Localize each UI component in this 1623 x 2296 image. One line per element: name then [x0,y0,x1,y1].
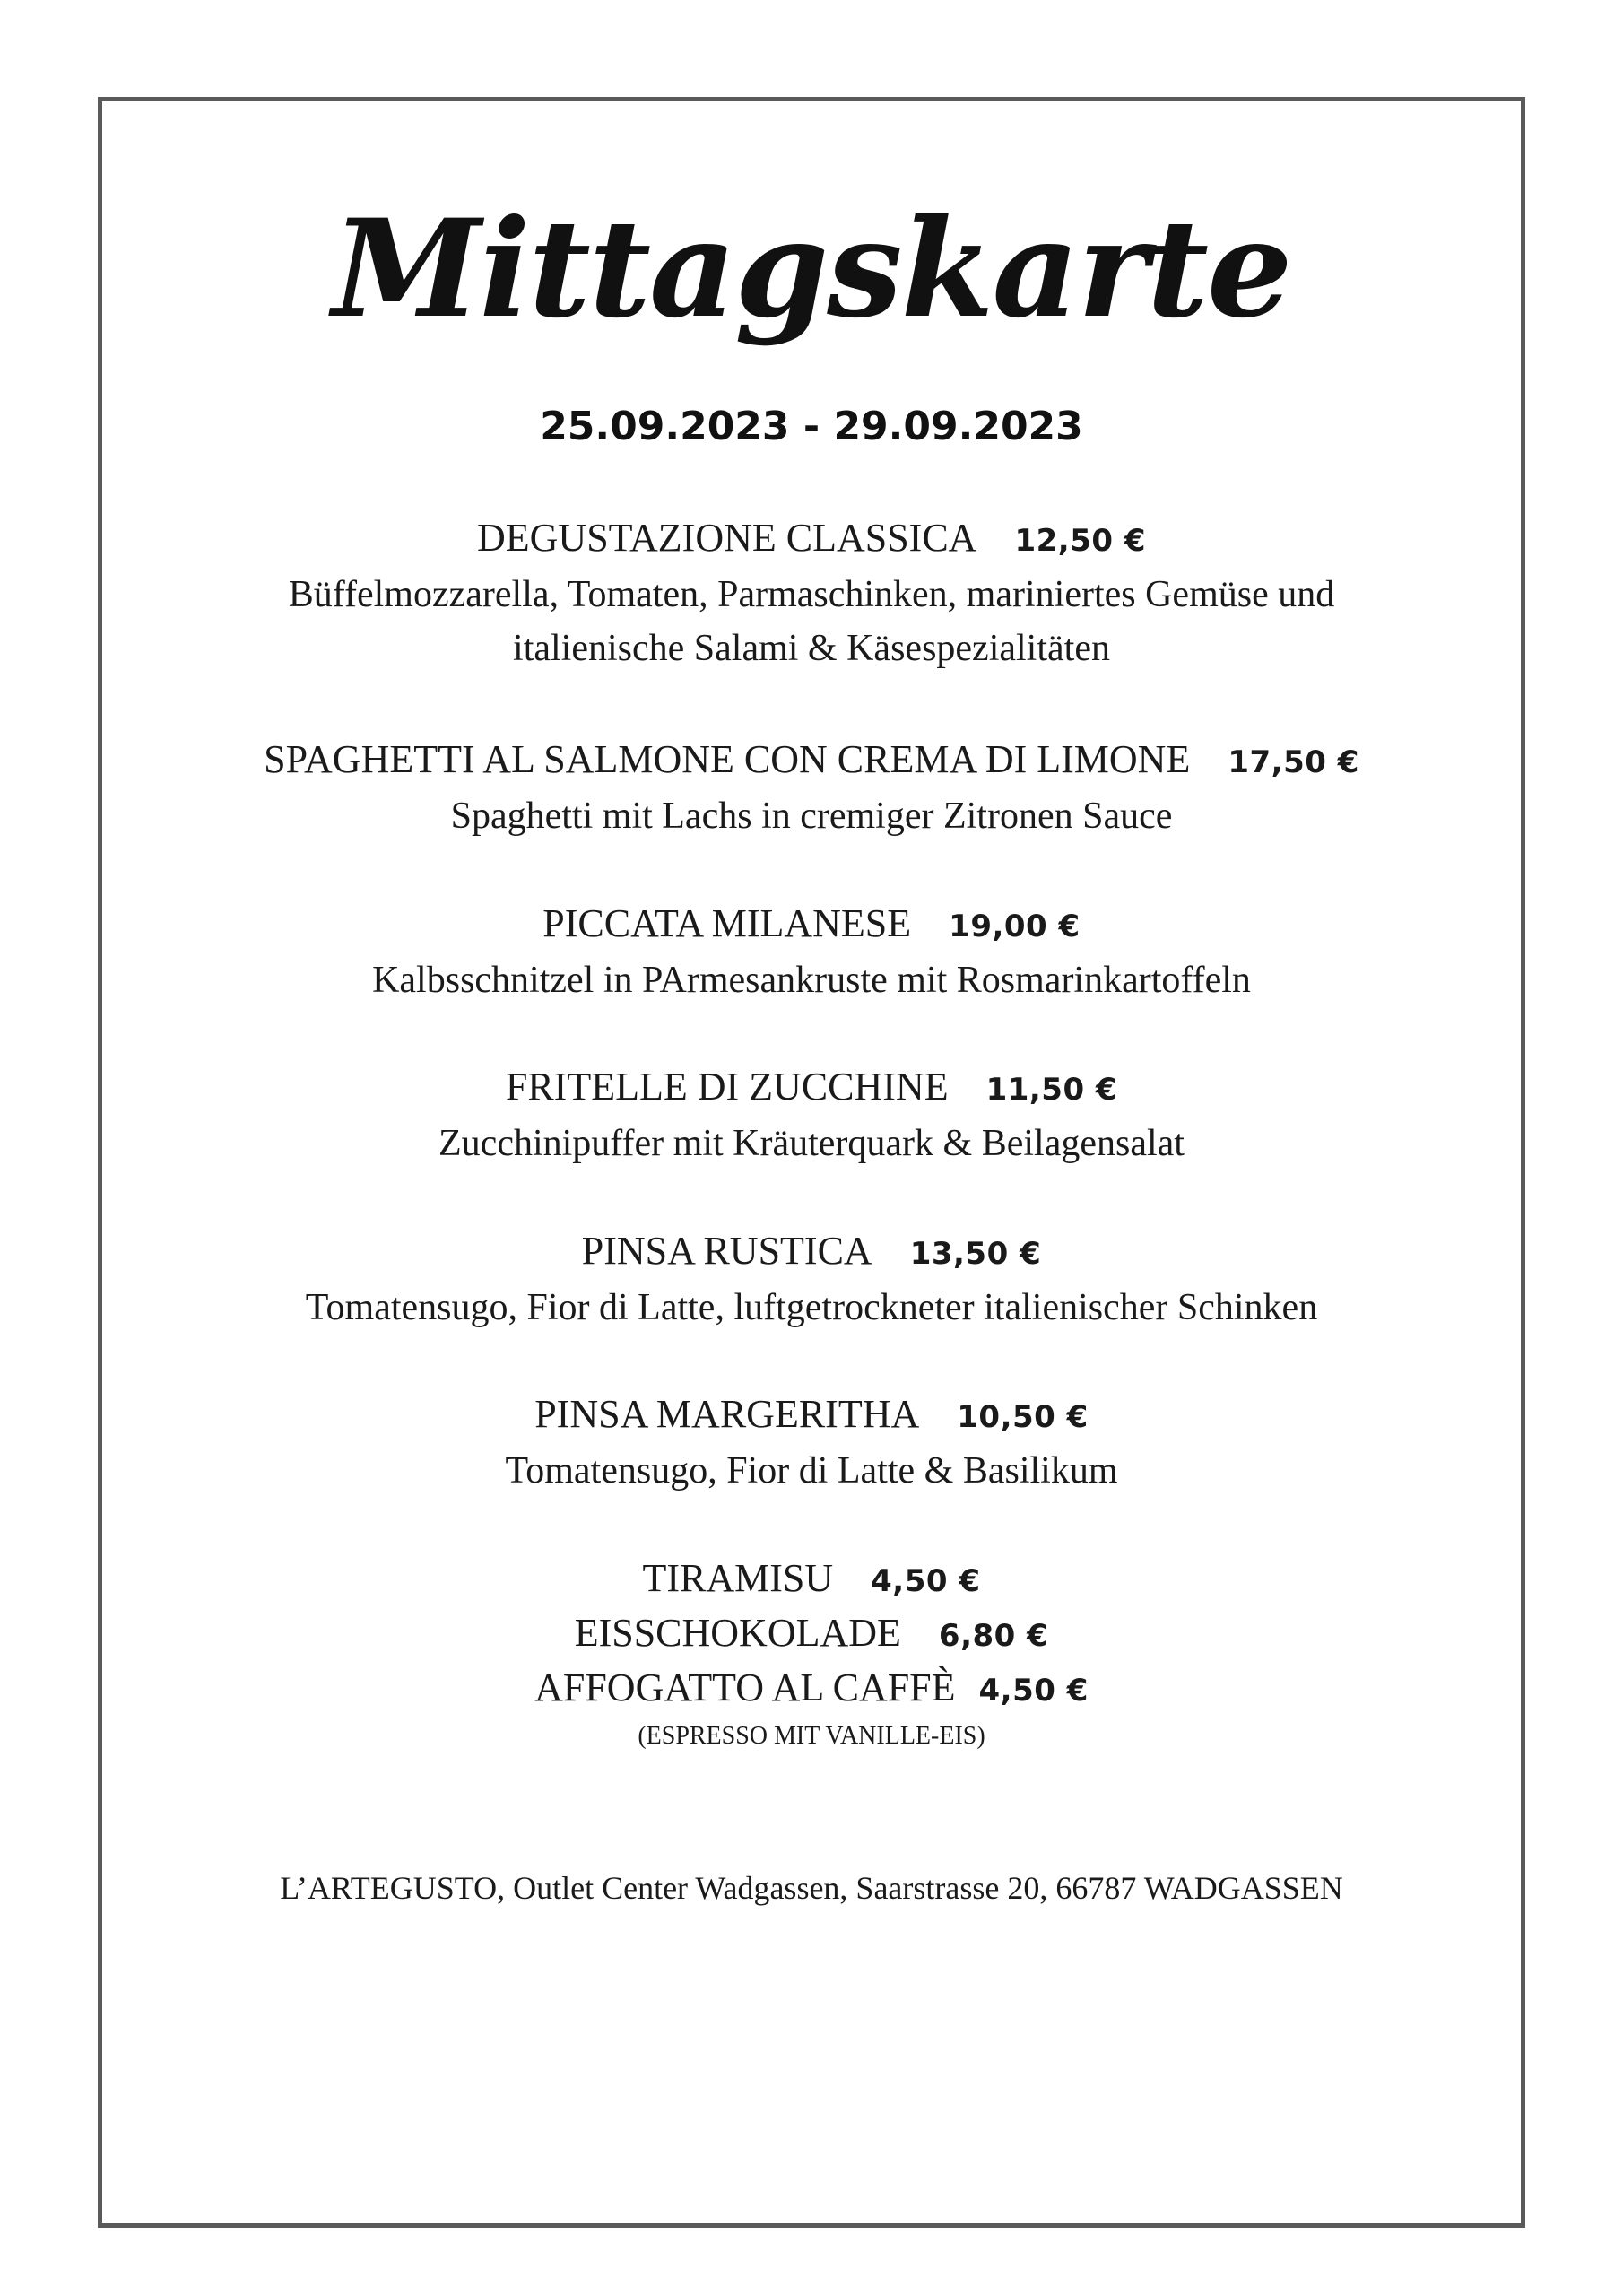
menu-item-description: italienische Salami & Käsespezialitäten [513,628,1110,669]
dessert-price: 6,80 € [938,1618,1049,1654]
menu-item-price: 12,50 € [1014,523,1147,559]
menu-item [0,733,1623,843]
menu-item [0,1224,1623,1335]
dessert-name: AFFOGATTO AL CAFFÈ [534,1665,956,1709]
menu-item-price: 17,50 € [1228,744,1359,780]
menu-item [0,897,1623,1007]
menu-item-description: Büffelmozzarella, Tomaten, Parmaschinken, mariniertes Gemüse und [288,574,1335,615]
restaurant-address: L’ARTEGUSTO, Outlet Center Wadgassen, Saarstrasse 20, 66787 WADGASSEN [280,1870,1343,1906]
dessert-item [0,1661,1623,1752]
menu-item-description: Zucchinipuffer mit Kräuterquark & Beilagensalat [438,1123,1185,1164]
menu-item-name: PINSA MARGERITHA [534,1392,920,1436]
menu-item-heading [0,897,1623,953]
menu-item-name: FRITELLE DI ZUCCHINE [505,1065,949,1109]
dessert-heading [0,1661,1623,1718]
menu-item-name: DEGUSTAZIONE CLASSICA [476,516,977,560]
menu-item-heading [0,1387,1623,1444]
dessert-heading [0,1606,1623,1663]
menu-item-name: PINSA RUSTICA [581,1229,872,1273]
dessert-item [0,1606,1623,1663]
dessert-item [0,1552,1623,1608]
menu-item [0,511,1623,675]
menu-item-heading [0,1060,1623,1117]
menu-item-name: PICCATA MILANESE [542,901,912,945]
dessert-heading [0,1552,1623,1608]
menu-item-heading [0,1224,1623,1281]
menu-item-price: 11,50 € [985,1072,1118,1108]
dessert-name: EISSCHOKOLADE [574,1611,901,1655]
dessert-name: TIRAMISU [642,1556,834,1600]
menu-title: Mittagskarte [332,190,1291,348]
dessert-note: (ESPRESSO MIT VANILLE-EIS) [638,1722,985,1750]
menu-item-price: 19,00 € [949,909,1081,944]
menu-item-description: Tomatensugo, Fior di Latte, luftgetrockneter italienischer Schinken [305,1287,1318,1328]
menu-item [0,1387,1623,1498]
menu-item-description: Kalbsschnitzel in PArmesankruste mit Rosmarinkartoffeln [372,960,1251,1001]
menu-item-description: Spaghetti mit Lachs in cremiger Zitronen Sauce [450,796,1173,837]
menu-item-price: 10,50 € [957,1399,1089,1435]
menu-item-description: Tomatensugo, Fior di Latte & Basilikum [505,1450,1118,1492]
dessert-price: 4,50 € [871,1563,981,1599]
menu-item-heading [0,511,1623,568]
menu-item [0,1060,1623,1170]
dessert-price: 4,50 € [978,1673,1089,1709]
menu-item-price: 13,50 € [909,1236,1042,1272]
menu-item-heading [0,733,1623,789]
menu-item-name: SPAGHETTI AL SALMONE CON CREMA DI LIMONE [264,737,1191,781]
menu-date-range: 25.09.2023 - 29.09.2023 [540,404,1083,449]
